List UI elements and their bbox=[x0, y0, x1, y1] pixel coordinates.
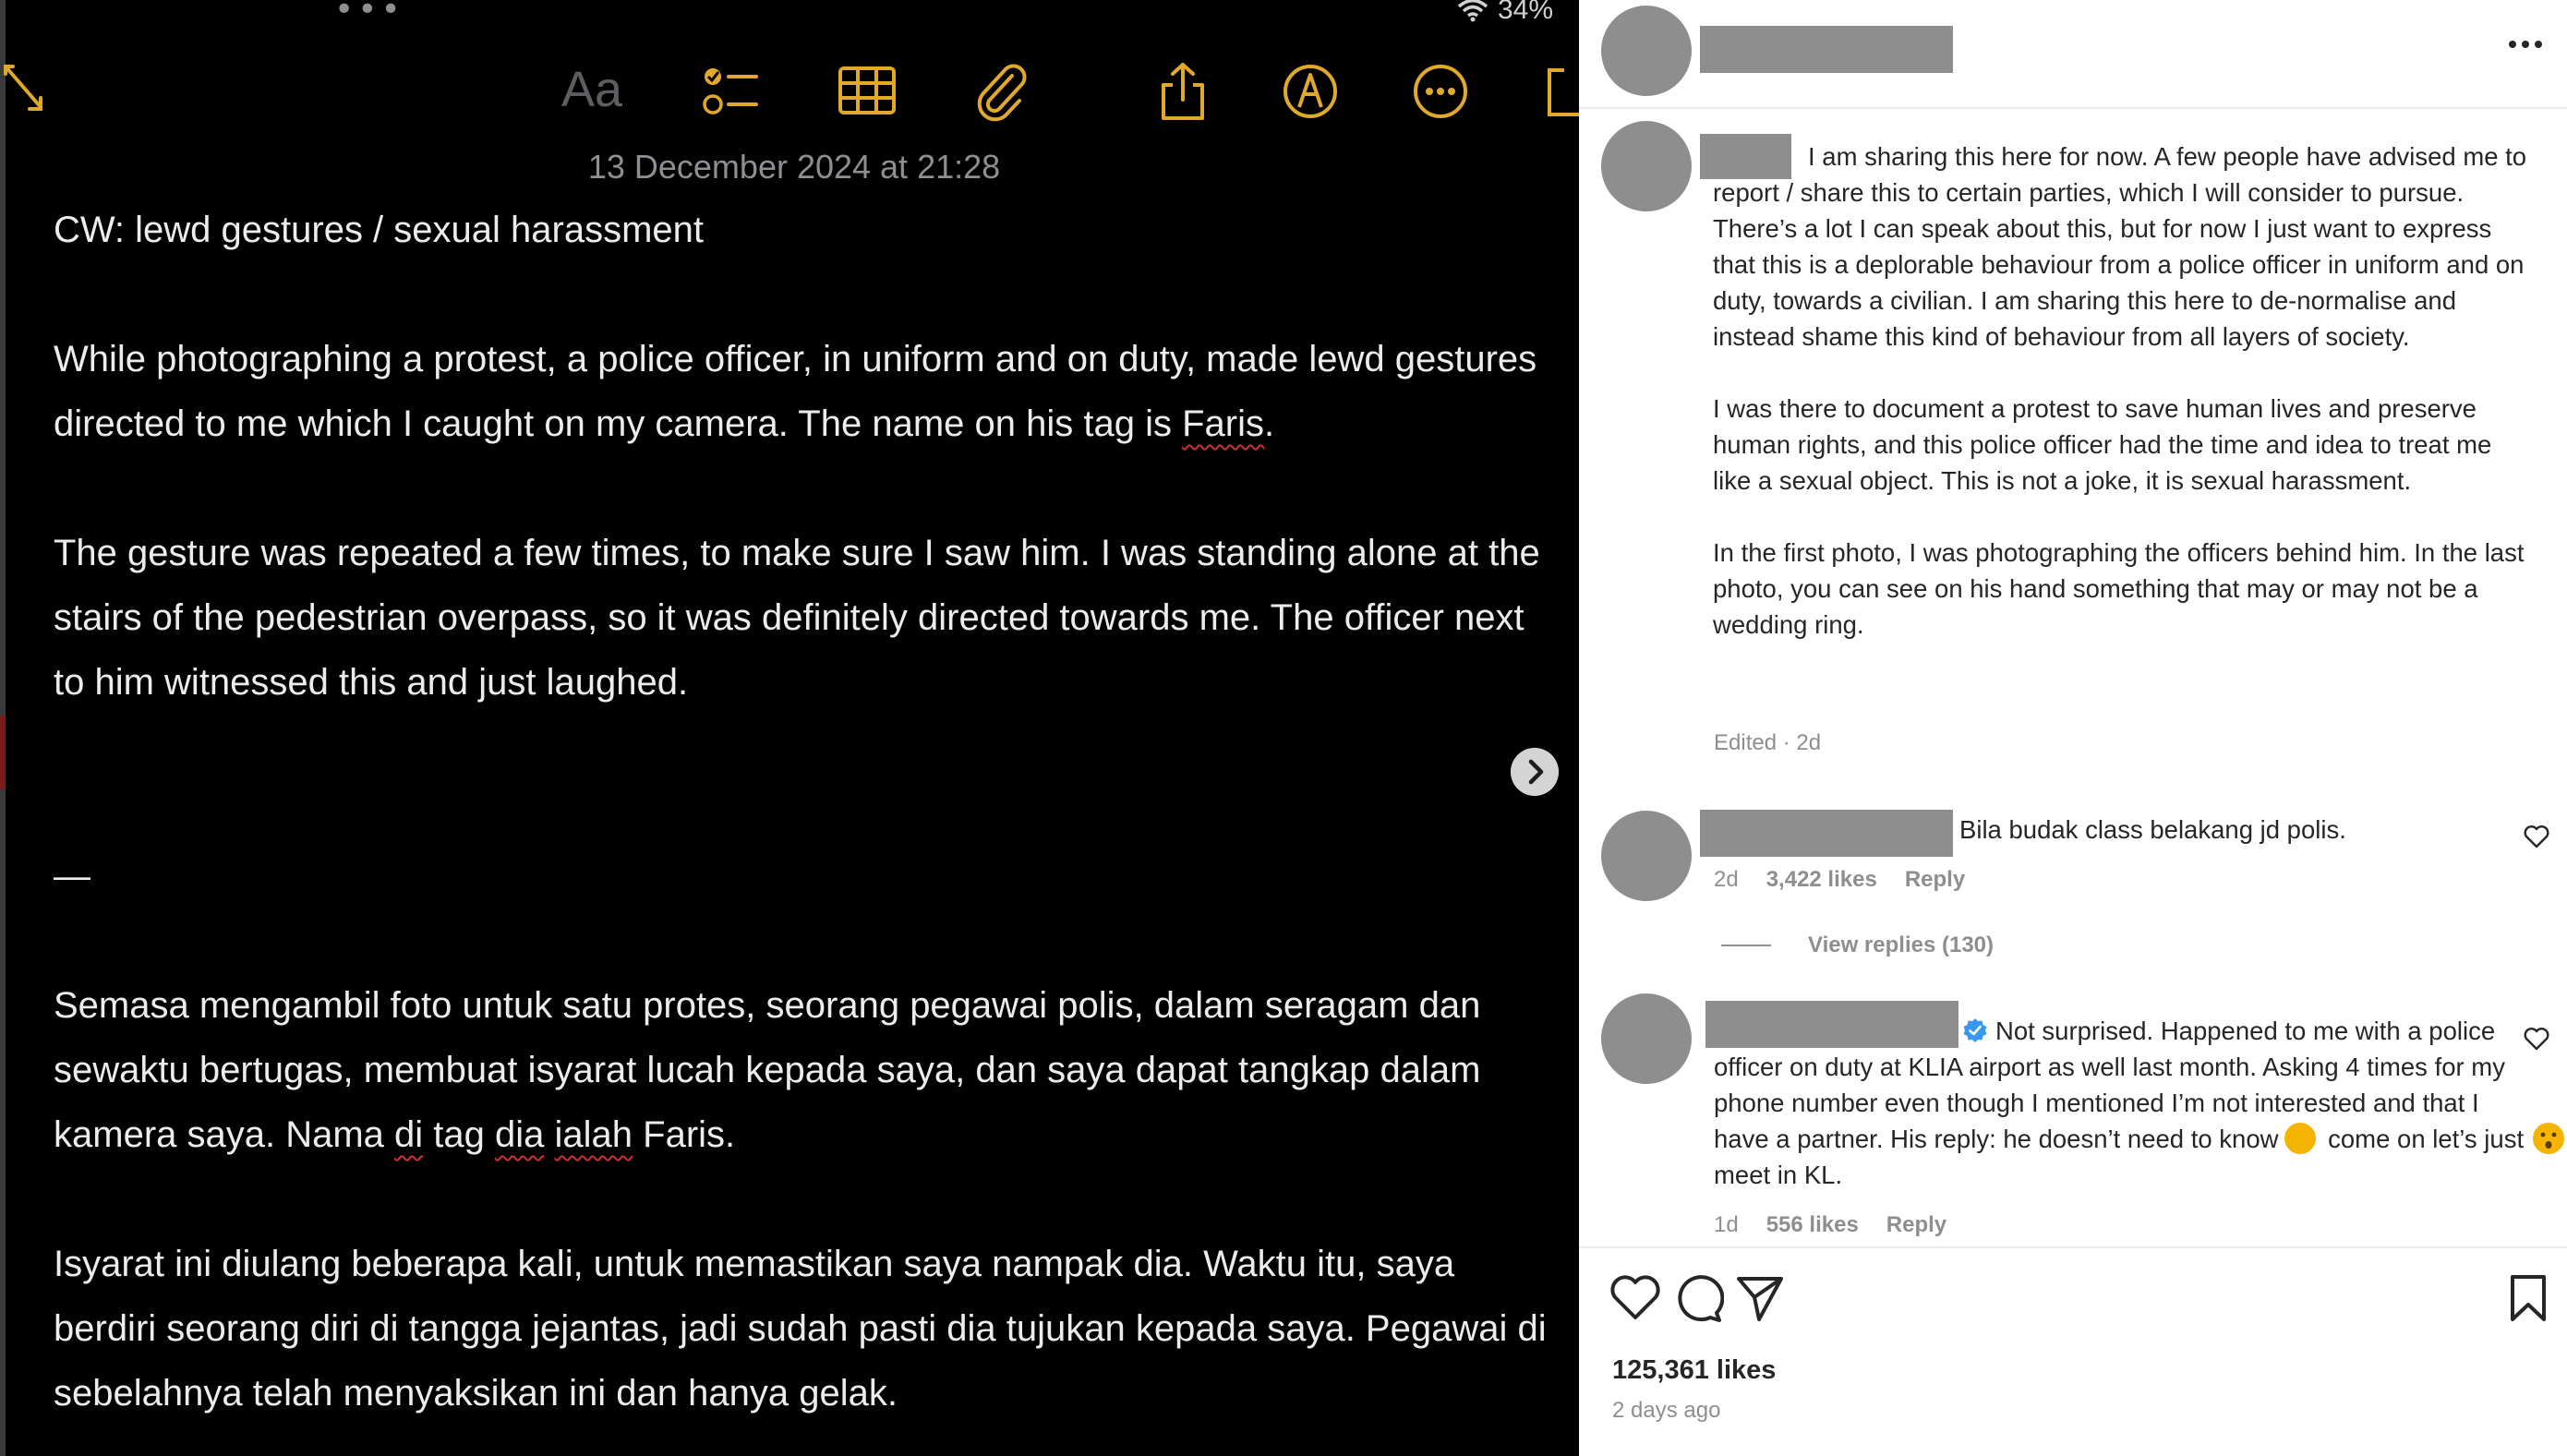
attachment-icon[interactable] bbox=[971, 61, 1032, 122]
instagram-post-panel bbox=[1579, 0, 2567, 1456]
reply-button[interactable]: Reply bbox=[1886, 1212, 1947, 1237]
view-replies-label: View replies (130) bbox=[1808, 933, 1994, 957]
table-icon[interactable] bbox=[837, 61, 898, 122]
actions-divider bbox=[1579, 1246, 2567, 1248]
edited-timestamp: Edited · 2d bbox=[1714, 730, 1822, 755]
checklist-icon[interactable] bbox=[699, 61, 760, 122]
note-date: 13 December 2024 at 21:28 bbox=[587, 148, 1001, 186]
note-paragraph-3-text bbox=[544, 1114, 554, 1155]
note-paragraph-1-text: While photographing a protest, a police officer, in uniform and on duty, made lewd gestures directed to me which I caught on my camera. The name on his tag is bbox=[54, 339, 1537, 444]
battery-percentage: 34% bbox=[1498, 0, 1554, 25]
comment-text-end: come on let’s just meet in KL. bbox=[1714, 1125, 2525, 1189]
spellcheck-word: di bbox=[394, 1114, 424, 1155]
note-paragraph-3 bbox=[54, 973, 1559, 1167]
avatar[interactable] bbox=[1601, 993, 1692, 1084]
format-text-label: Aa bbox=[561, 62, 623, 117]
like-heart-icon[interactable] bbox=[1609, 1271, 1662, 1325]
post-likes-count[interactable]: 125,361 likes bbox=[1612, 1355, 1777, 1385]
caption-paragraph-3: In the first photo, I was photographing the officers behind him. In the last photo, you can see on his hand something that may or may not be a wedding ring. bbox=[1713, 538, 2525, 639]
spellcheck-word: ialah bbox=[554, 1114, 633, 1155]
emoji-icon bbox=[2284, 1123, 2316, 1154]
comment-text-body: Not surprised. Happened to me with a police officer on duty at KLIA airport as well last month. Asking 4 times for my phone number even though I mentioned I’m not interested and that I have a partner. His reply: he doesn’t need to know bbox=[1714, 1017, 2505, 1153]
like-comment-heart-icon[interactable] bbox=[2524, 1027, 2549, 1051]
carousel-next-button[interactable] bbox=[1511, 748, 1559, 796]
more-options-icon[interactable] bbox=[2502, 35, 2549, 54]
share-icon[interactable] bbox=[1152, 61, 1213, 122]
note-paragraph-3-text: Faris. bbox=[633, 1114, 736, 1155]
format-text-button[interactable] bbox=[561, 59, 628, 120]
content-warning: CW: lewd gestures / sexual harassment bbox=[54, 210, 705, 250]
status-bar-right bbox=[1457, 0, 1553, 26]
post-caption bbox=[1713, 138, 2535, 643]
share-send-icon[interactable] bbox=[1733, 1271, 1787, 1325]
comment-time: 2d bbox=[1714, 867, 1739, 892]
avatar[interactable] bbox=[1601, 811, 1692, 901]
comment-likes[interactable]: 556 likes bbox=[1766, 1212, 1859, 1237]
avatar[interactable] bbox=[1601, 6, 1692, 96]
save-bookmark-icon[interactable] bbox=[2501, 1271, 2555, 1325]
markup-icon[interactable] bbox=[1280, 61, 1341, 122]
like-comment-heart-icon[interactable] bbox=[2524, 824, 2549, 848]
verified-badge-icon bbox=[1962, 1017, 1988, 1043]
note-paragraph-3-text: tag bbox=[423, 1114, 496, 1155]
avatar[interactable] bbox=[1601, 121, 1692, 211]
note-body[interactable] bbox=[54, 198, 1559, 1426]
compose-icon[interactable] bbox=[1546, 61, 1579, 122]
comment-time: 1d bbox=[1714, 1212, 1739, 1237]
comment-text: Bila budak class belakang jd polis. bbox=[1959, 815, 2346, 844]
view-replies-button[interactable] bbox=[1721, 933, 1994, 958]
note-paragraph-1-end: . bbox=[1263, 403, 1275, 444]
collapse-icon[interactable] bbox=[0, 61, 48, 116]
redacted-username[interactable] bbox=[1700, 26, 1953, 73]
note-paragraph-4: Isyarat ini diulang beberapa kali, untuk memastikan saya nampak dia. Waktu itu, saya berdiri seorang diri di tangga jejantas, jadi sudah pasti dia tujukan kepada saya. Pegawai di sebelahnya telah menyaksikan ini dan hanya gelak. bbox=[54, 1244, 1547, 1414]
note-paragraph-2: The gesture was repeated a few times, to make sure I saw him. I was standing alone at the stairs of the pedestrian overpass, so it was definitely directed towards me. The officer next to him witnessed this and just laughed. bbox=[54, 533, 1540, 703]
more-options-icon[interactable] bbox=[1410, 61, 1471, 122]
wifi-icon bbox=[1457, 0, 1488, 22]
caption-paragraph-1: I am sharing this here for now. A few people have advised me to report / share this to certain parties, which I will consider to pursue. There’s a lot I can speak about this, but for now I just want to express that this is a deplorable behaviour from a police officer in uniform and on duty, towards a civilian. I am sharing this here to de-normalise and instead shame this kind of behaviour from all layers of society. bbox=[1713, 142, 2527, 351]
comment-text bbox=[1714, 1013, 2536, 1193]
note-paragraph-1 bbox=[54, 327, 1559, 456]
header-divider bbox=[1579, 107, 2567, 109]
note-paragraph-3-text: Semasa mengambil foto untuk satu protes, seorang pegawai polis, dalam seragam dan sewaktu bertugas, membuat isyarat lucah kepada saya, dan saya dapat tangkap dalam kamera saya. Nama bbox=[54, 985, 1481, 1155]
spellcheck-word: dia bbox=[495, 1114, 545, 1155]
view-replies-line bbox=[1721, 945, 1771, 946]
comment-meta bbox=[1714, 1212, 1946, 1238]
spellcheck-word: Faris bbox=[1182, 403, 1264, 444]
comment-icon[interactable] bbox=[1670, 1271, 1724, 1325]
redacted-username[interactable] bbox=[1700, 810, 1953, 857]
comment-meta bbox=[1714, 867, 1965, 893]
reply-button[interactable]: Reply bbox=[1904, 867, 1966, 892]
separator-dash: — bbox=[54, 856, 90, 896]
caption-paragraph-2: I was there to document a protest to save human lives and preserve human rights, and this police officer had the time and idea to treat me like a sexual object. This is not a joke, it is sexual harassment. bbox=[1713, 394, 2492, 495]
left-edge-marker bbox=[0, 716, 6, 789]
multitasking-dots[interactable]: ••• bbox=[334, 0, 404, 29]
post-time-ago: 2 days ago bbox=[1612, 1398, 1721, 1423]
comment-likes[interactable]: 3,422 likes bbox=[1766, 867, 1877, 892]
